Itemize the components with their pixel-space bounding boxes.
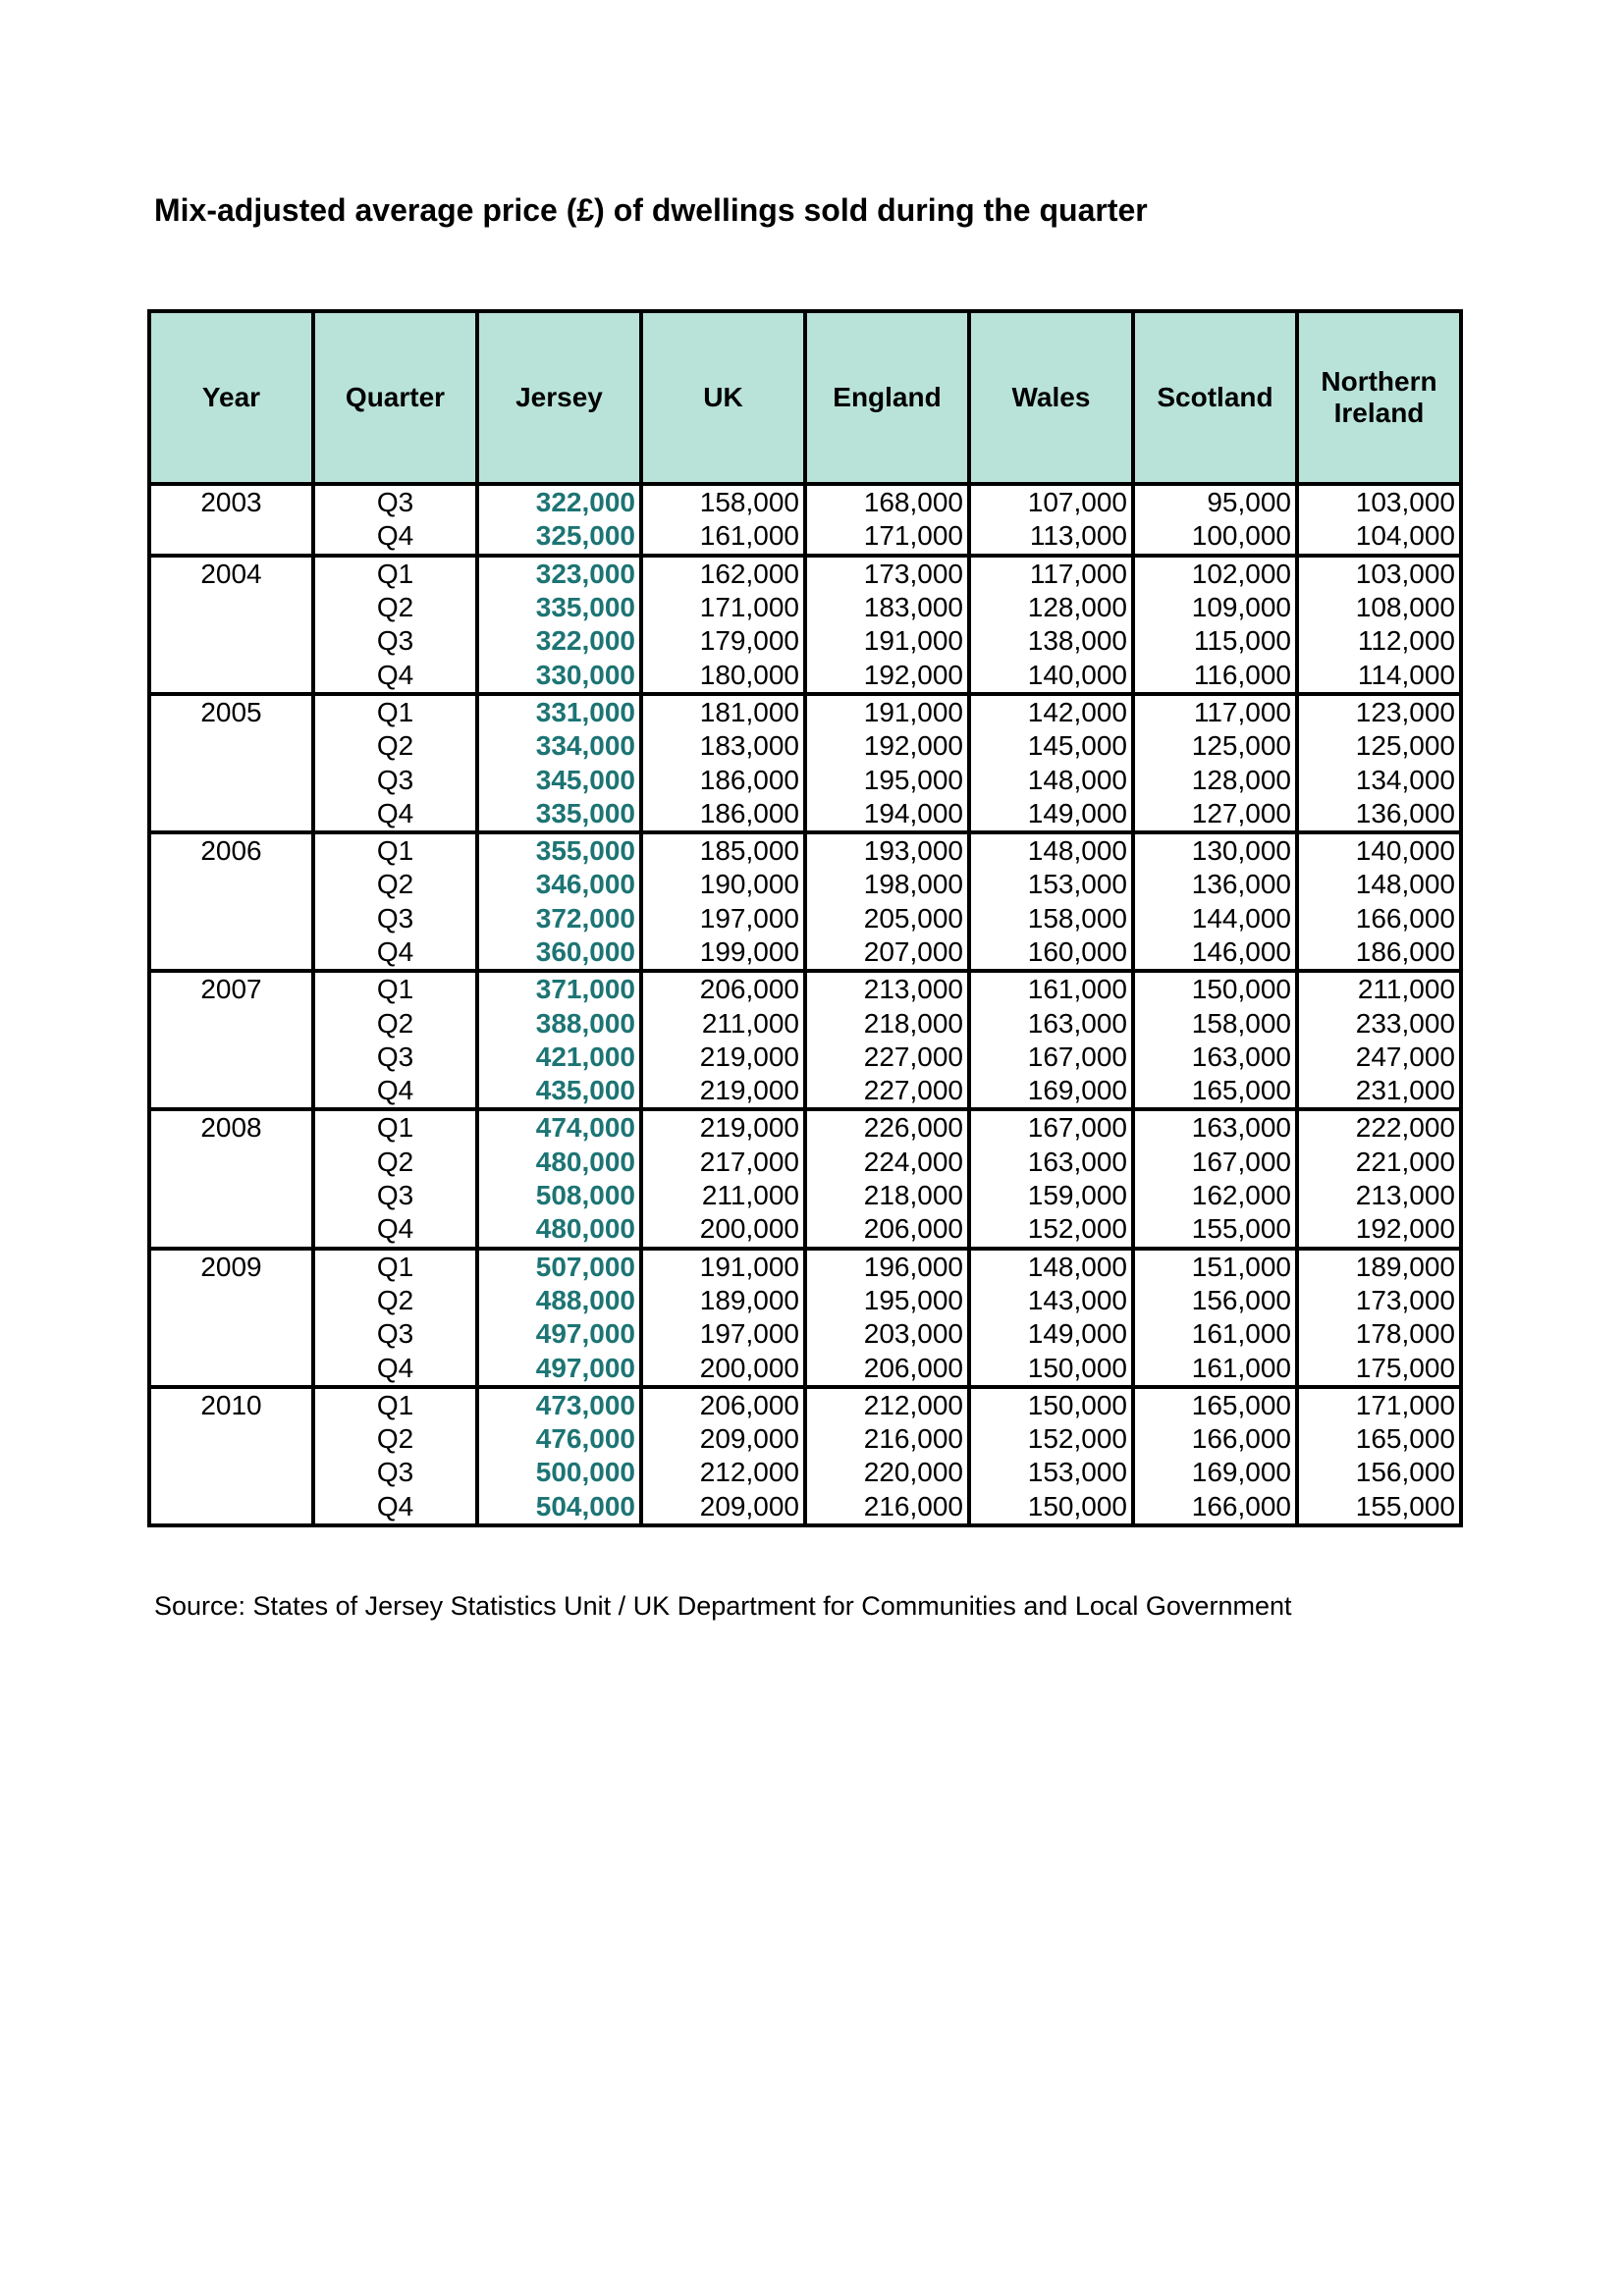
cell-wales: 117,000 <box>969 556 1133 591</box>
cell-scotland: 163,000 <box>1133 1109 1297 1145</box>
cell-year <box>149 763 313 796</box>
cell-uk: 212,000 <box>641 1456 805 1489</box>
cell-northern-ireland: 108,000 <box>1297 591 1461 624</box>
cell-scotland: 102,000 <box>1133 556 1297 591</box>
cell-scotland: 151,000 <box>1133 1249 1297 1284</box>
cell-jersey: 335,000 <box>477 591 641 624</box>
table-row <box>149 519 1461 555</box>
cell-england: 218,000 <box>805 1179 969 1212</box>
cell-wales: 163,000 <box>969 1006 1133 1040</box>
cell-scotland: 116,000 <box>1133 658 1297 693</box>
cell-england: 183,000 <box>805 591 969 624</box>
cell-uk: 186,000 <box>641 763 805 796</box>
table-row <box>149 658 1461 693</box>
cell-wales: 128,000 <box>969 591 1133 624</box>
cell-northern-ireland: 140,000 <box>1297 832 1461 868</box>
cell-england: 168,000 <box>805 484 969 519</box>
cell-uk: 209,000 <box>641 1490 805 1525</box>
column-header-northern-ireland: Northern Ireland <box>1297 311 1461 484</box>
cell-jersey: 360,000 <box>477 935 641 971</box>
cell-quarter: Q2 <box>313 591 477 624</box>
cell-quarter: Q4 <box>313 797 477 832</box>
cell-wales: 143,000 <box>969 1284 1133 1317</box>
cell-scotland: 125,000 <box>1133 729 1297 763</box>
cell-year <box>149 1456 313 1489</box>
cell-england: 216,000 <box>805 1422 969 1456</box>
cell-scotland: 165,000 <box>1133 1387 1297 1422</box>
cell-wales: 148,000 <box>969 832 1133 868</box>
cell-northern-ireland: 136,000 <box>1297 797 1461 832</box>
cell-wales: 150,000 <box>969 1490 1133 1525</box>
cell-england: 213,000 <box>805 971 969 1006</box>
cell-england: 198,000 <box>805 868 969 901</box>
cell-jersey: 474,000 <box>477 1109 641 1145</box>
cell-jersey: 322,000 <box>477 624 641 658</box>
cell-northern-ireland: 148,000 <box>1297 868 1461 901</box>
cell-quarter: Q3 <box>313 902 477 935</box>
cell-northern-ireland: 222,000 <box>1297 1109 1461 1145</box>
cell-uk: 199,000 <box>641 935 805 971</box>
cell-uk: 200,000 <box>641 1212 805 1248</box>
cell-wales: 148,000 <box>969 1249 1133 1284</box>
cell-jersey: 388,000 <box>477 1006 641 1040</box>
cell-wales: 149,000 <box>969 797 1133 832</box>
cell-england: 220,000 <box>805 1456 969 1489</box>
cell-uk: 217,000 <box>641 1146 805 1179</box>
cell-scotland: 158,000 <box>1133 1006 1297 1040</box>
column-header-year: Year <box>149 311 313 484</box>
cell-jersey: 497,000 <box>477 1351 641 1386</box>
cell-uk: 171,000 <box>641 591 805 624</box>
cell-uk: 206,000 <box>641 971 805 1006</box>
cell-uk: 219,000 <box>641 1041 805 1074</box>
cell-england: 224,000 <box>805 1146 969 1179</box>
cell-wales: 148,000 <box>969 763 1133 796</box>
cell-wales: 107,000 <box>969 484 1133 519</box>
cell-northern-ireland: 211,000 <box>1297 971 1461 1006</box>
column-header-england: England <box>805 311 969 484</box>
cell-jersey: 504,000 <box>477 1490 641 1525</box>
cell-uk: 185,000 <box>641 832 805 868</box>
cell-wales: 152,000 <box>969 1212 1133 1248</box>
cell-year <box>149 1317 313 1351</box>
column-header-jersey: Jersey <box>477 311 641 484</box>
cell-uk: 197,000 <box>641 902 805 935</box>
cell-uk: 200,000 <box>641 1351 805 1386</box>
cell-northern-ireland: 134,000 <box>1297 763 1461 796</box>
cell-northern-ireland: 165,000 <box>1297 1422 1461 1456</box>
cell-england: 195,000 <box>805 763 969 796</box>
cell-jersey: 435,000 <box>477 1074 641 1109</box>
cell-quarter: Q1 <box>313 971 477 1006</box>
cell-quarter: Q4 <box>313 1074 477 1109</box>
cell-uk: 206,000 <box>641 1387 805 1422</box>
cell-wales: 152,000 <box>969 1422 1133 1456</box>
cell-northern-ireland: 166,000 <box>1297 902 1461 935</box>
cell-scotland: 117,000 <box>1133 694 1297 729</box>
table-row <box>149 556 1461 591</box>
cell-wales: 161,000 <box>969 971 1133 1006</box>
cell-jersey: 476,000 <box>477 1422 641 1456</box>
cell-year <box>149 1006 313 1040</box>
cell-northern-ireland: 231,000 <box>1297 1074 1461 1109</box>
table-row <box>149 591 1461 624</box>
cell-northern-ireland: 155,000 <box>1297 1490 1461 1525</box>
cell-england: 206,000 <box>805 1351 969 1386</box>
cell-uk: 219,000 <box>641 1109 805 1145</box>
cell-wales: 163,000 <box>969 1146 1133 1179</box>
table-header <box>149 311 1461 484</box>
cell-year: 2006 <box>149 832 313 868</box>
cell-northern-ireland: 247,000 <box>1297 1041 1461 1074</box>
cell-wales: 150,000 <box>969 1387 1133 1422</box>
cell-scotland: 100,000 <box>1133 519 1297 555</box>
table-row <box>149 935 1461 971</box>
cell-year: 2009 <box>149 1249 313 1284</box>
cell-scotland: 163,000 <box>1133 1041 1297 1074</box>
cell-wales: 153,000 <box>969 868 1133 901</box>
cell-uk: 209,000 <box>641 1422 805 1456</box>
cell-quarter: Q4 <box>313 1212 477 1248</box>
cell-england: 193,000 <box>805 832 969 868</box>
table-row <box>149 763 1461 796</box>
header-row <box>149 311 1461 484</box>
cell-northern-ireland: 123,000 <box>1297 694 1461 729</box>
cell-england: 206,000 <box>805 1212 969 1248</box>
cell-year <box>149 1146 313 1179</box>
price-table <box>147 309 1463 1527</box>
cell-uk: 211,000 <box>641 1006 805 1040</box>
cell-scotland: 109,000 <box>1133 591 1297 624</box>
cell-uk: 161,000 <box>641 519 805 555</box>
cell-northern-ireland: 104,000 <box>1297 519 1461 555</box>
cell-scotland: 128,000 <box>1133 763 1297 796</box>
cell-uk: 179,000 <box>641 624 805 658</box>
cell-northern-ireland: 186,000 <box>1297 935 1461 971</box>
cell-wales: 138,000 <box>969 624 1133 658</box>
table-row <box>149 1041 1461 1074</box>
cell-jersey: 323,000 <box>477 556 641 591</box>
cell-uk: 191,000 <box>641 1249 805 1284</box>
cell-quarter: Q3 <box>313 1179 477 1212</box>
table-row <box>149 1146 1461 1179</box>
cell-year <box>149 1179 313 1212</box>
table-row <box>149 1249 1461 1284</box>
cell-scotland: 165,000 <box>1133 1074 1297 1109</box>
cell-year <box>149 868 313 901</box>
table-row <box>149 1284 1461 1317</box>
cell-jersey: 345,000 <box>477 763 641 796</box>
table-row <box>149 624 1461 658</box>
table-row <box>149 729 1461 763</box>
cell-northern-ireland: 103,000 <box>1297 484 1461 519</box>
cell-jersey: 488,000 <box>477 1284 641 1317</box>
cell-year: 2003 <box>149 484 313 519</box>
cell-quarter: Q1 <box>313 556 477 591</box>
cell-year: 2005 <box>149 694 313 729</box>
cell-scotland: 161,000 <box>1133 1351 1297 1386</box>
cell-scotland: 95,000 <box>1133 484 1297 519</box>
cell-uk: 180,000 <box>641 658 805 693</box>
cell-uk: 189,000 <box>641 1284 805 1317</box>
cell-uk: 158,000 <box>641 484 805 519</box>
table-row <box>149 971 1461 1006</box>
cell-jersey: 371,000 <box>477 971 641 1006</box>
table-row <box>149 868 1461 901</box>
cell-scotland: 166,000 <box>1133 1422 1297 1456</box>
cell-scotland: 161,000 <box>1133 1317 1297 1351</box>
cell-quarter: Q2 <box>313 868 477 901</box>
table-row <box>149 832 1461 868</box>
cell-northern-ireland: 189,000 <box>1297 1249 1461 1284</box>
table-row <box>149 694 1461 729</box>
cell-northern-ireland: 175,000 <box>1297 1351 1461 1386</box>
cell-scotland: 150,000 <box>1133 971 1297 1006</box>
cell-year: 2010 <box>149 1387 313 1422</box>
cell-year <box>149 519 313 555</box>
cell-jersey: 335,000 <box>477 797 641 832</box>
cell-england: 218,000 <box>805 1006 969 1040</box>
column-header-wales: Wales <box>969 311 1133 484</box>
cell-england: 196,000 <box>805 1249 969 1284</box>
column-header-quarter: Quarter <box>313 311 477 484</box>
cell-jersey: 346,000 <box>477 868 641 901</box>
page-title: Mix-adjusted average price (£) of dwellings sold during the quarter <box>154 192 1148 228</box>
cell-jersey: 334,000 <box>477 729 641 763</box>
cell-year <box>149 1351 313 1386</box>
cell-england: 192,000 <box>805 658 969 693</box>
cell-wales: 145,000 <box>969 729 1133 763</box>
cell-wales: 159,000 <box>969 1179 1133 1212</box>
cell-england: 216,000 <box>805 1490 969 1525</box>
cell-jersey: 331,000 <box>477 694 641 729</box>
cell-wales: 167,000 <box>969 1041 1133 1074</box>
cell-northern-ireland: 192,000 <box>1297 1212 1461 1248</box>
cell-uk: 162,000 <box>641 556 805 591</box>
cell-northern-ireland: 173,000 <box>1297 1284 1461 1317</box>
cell-scotland: 166,000 <box>1133 1490 1297 1525</box>
cell-uk: 190,000 <box>641 868 805 901</box>
table-row <box>149 1179 1461 1212</box>
cell-year <box>149 1041 313 1074</box>
cell-jersey: 507,000 <box>477 1249 641 1284</box>
cell-northern-ireland: 178,000 <box>1297 1317 1461 1351</box>
cell-wales: 153,000 <box>969 1456 1133 1489</box>
cell-year <box>149 1284 313 1317</box>
cell-jersey: 330,000 <box>477 658 641 693</box>
cell-scotland: 146,000 <box>1133 935 1297 971</box>
table-row <box>149 1456 1461 1489</box>
cell-quarter: Q4 <box>313 1490 477 1525</box>
cell-scotland: 136,000 <box>1133 868 1297 901</box>
cell-scotland: 144,000 <box>1133 902 1297 935</box>
cell-year <box>149 729 313 763</box>
cell-england: 192,000 <box>805 729 969 763</box>
cell-quarter: Q3 <box>313 484 477 519</box>
cell-wales: 158,000 <box>969 902 1133 935</box>
cell-quarter: Q1 <box>313 1249 477 1284</box>
cell-england: 203,000 <box>805 1317 969 1351</box>
source-note: Source: States of Jersey Statistics Unit / UK Department for Communities and Local Government <box>154 1591 1292 1621</box>
table-row <box>149 1109 1461 1145</box>
cell-scotland: 130,000 <box>1133 832 1297 868</box>
table-row <box>149 1317 1461 1351</box>
cell-quarter: Q1 <box>313 694 477 729</box>
cell-quarter: Q2 <box>313 1284 477 1317</box>
cell-year <box>149 797 313 832</box>
cell-year <box>149 658 313 693</box>
cell-quarter: Q3 <box>313 1456 477 1489</box>
cell-jersey: 480,000 <box>477 1146 641 1179</box>
cell-northern-ireland: 125,000 <box>1297 729 1461 763</box>
cell-jersey: 473,000 <box>477 1387 641 1422</box>
table-body <box>149 484 1461 1525</box>
cell-england: 195,000 <box>805 1284 969 1317</box>
cell-quarter: Q1 <box>313 1109 477 1145</box>
cell-jersey: 497,000 <box>477 1317 641 1351</box>
cell-quarter: Q4 <box>313 1351 477 1386</box>
cell-quarter: Q3 <box>313 624 477 658</box>
cell-scotland: 127,000 <box>1133 797 1297 832</box>
cell-scotland: 167,000 <box>1133 1146 1297 1179</box>
cell-year <box>149 1074 313 1109</box>
cell-uk: 197,000 <box>641 1317 805 1351</box>
table-row <box>149 1074 1461 1109</box>
cell-uk: 181,000 <box>641 694 805 729</box>
cell-year <box>149 624 313 658</box>
table-row <box>149 902 1461 935</box>
cell-england: 207,000 <box>805 935 969 971</box>
cell-year: 2008 <box>149 1109 313 1145</box>
cell-jersey: 480,000 <box>477 1212 641 1248</box>
cell-jersey: 372,000 <box>477 902 641 935</box>
cell-jersey: 508,000 <box>477 1179 641 1212</box>
cell-jersey: 322,000 <box>477 484 641 519</box>
cell-wales: 142,000 <box>969 694 1133 729</box>
cell-northern-ireland: 103,000 <box>1297 556 1461 591</box>
cell-northern-ireland: 171,000 <box>1297 1387 1461 1422</box>
cell-northern-ireland: 112,000 <box>1297 624 1461 658</box>
cell-northern-ireland: 114,000 <box>1297 658 1461 693</box>
cell-england: 226,000 <box>805 1109 969 1145</box>
cell-england: 191,000 <box>805 694 969 729</box>
cell-northern-ireland: 213,000 <box>1297 1179 1461 1212</box>
cell-year <box>149 902 313 935</box>
table-row <box>149 1212 1461 1248</box>
cell-jersey: 325,000 <box>477 519 641 555</box>
cell-quarter: Q1 <box>313 1387 477 1422</box>
cell-quarter: Q4 <box>313 935 477 971</box>
cell-northern-ireland: 221,000 <box>1297 1146 1461 1179</box>
cell-northern-ireland: 233,000 <box>1297 1006 1461 1040</box>
cell-year <box>149 1422 313 1456</box>
cell-jersey: 355,000 <box>477 832 641 868</box>
table-row <box>149 484 1461 519</box>
cell-england: 191,000 <box>805 624 969 658</box>
cell-quarter: Q1 <box>313 832 477 868</box>
cell-england: 212,000 <box>805 1387 969 1422</box>
cell-jersey: 500,000 <box>477 1456 641 1489</box>
cell-uk: 186,000 <box>641 797 805 832</box>
table-row <box>149 1422 1461 1456</box>
cell-quarter: Q2 <box>313 729 477 763</box>
column-header-scotland: Scotland <box>1133 311 1297 484</box>
cell-jersey: 421,000 <box>477 1041 641 1074</box>
cell-england: 227,000 <box>805 1041 969 1074</box>
cell-wales: 169,000 <box>969 1074 1133 1109</box>
cell-year <box>149 1212 313 1248</box>
cell-quarter: Q2 <box>313 1146 477 1179</box>
cell-quarter: Q4 <box>313 519 477 555</box>
cell-quarter: Q3 <box>313 763 477 796</box>
cell-wales: 140,000 <box>969 658 1133 693</box>
cell-scotland: 115,000 <box>1133 624 1297 658</box>
table-row <box>149 1006 1461 1040</box>
cell-northern-ireland: 156,000 <box>1297 1456 1461 1489</box>
table-row <box>149 1490 1461 1525</box>
cell-year <box>149 1490 313 1525</box>
cell-year: 2004 <box>149 556 313 591</box>
cell-scotland: 162,000 <box>1133 1179 1297 1212</box>
cell-wales: 150,000 <box>969 1351 1133 1386</box>
cell-quarter: Q3 <box>313 1041 477 1074</box>
cell-year <box>149 591 313 624</box>
cell-wales: 149,000 <box>969 1317 1133 1351</box>
cell-uk: 219,000 <box>641 1074 805 1109</box>
column-header-uk: UK <box>641 311 805 484</box>
table-row <box>149 797 1461 832</box>
cell-scotland: 156,000 <box>1133 1284 1297 1317</box>
cell-scotland: 169,000 <box>1133 1456 1297 1489</box>
cell-england: 194,000 <box>805 797 969 832</box>
cell-uk: 211,000 <box>641 1179 805 1212</box>
cell-wales: 167,000 <box>969 1109 1133 1145</box>
cell-england: 205,000 <box>805 902 969 935</box>
cell-uk: 183,000 <box>641 729 805 763</box>
table-row <box>149 1351 1461 1386</box>
cell-year: 2007 <box>149 971 313 1006</box>
cell-quarter: Q3 <box>313 1317 477 1351</box>
cell-quarter: Q2 <box>313 1006 477 1040</box>
table-row <box>149 1387 1461 1422</box>
cell-quarter: Q2 <box>313 1422 477 1456</box>
cell-quarter: Q4 <box>313 658 477 693</box>
cell-england: 173,000 <box>805 556 969 591</box>
cell-wales: 160,000 <box>969 935 1133 971</box>
cell-wales: 113,000 <box>969 519 1133 555</box>
cell-england: 171,000 <box>805 519 969 555</box>
cell-scotland: 155,000 <box>1133 1212 1297 1248</box>
cell-england: 227,000 <box>805 1074 969 1109</box>
cell-year <box>149 935 313 971</box>
